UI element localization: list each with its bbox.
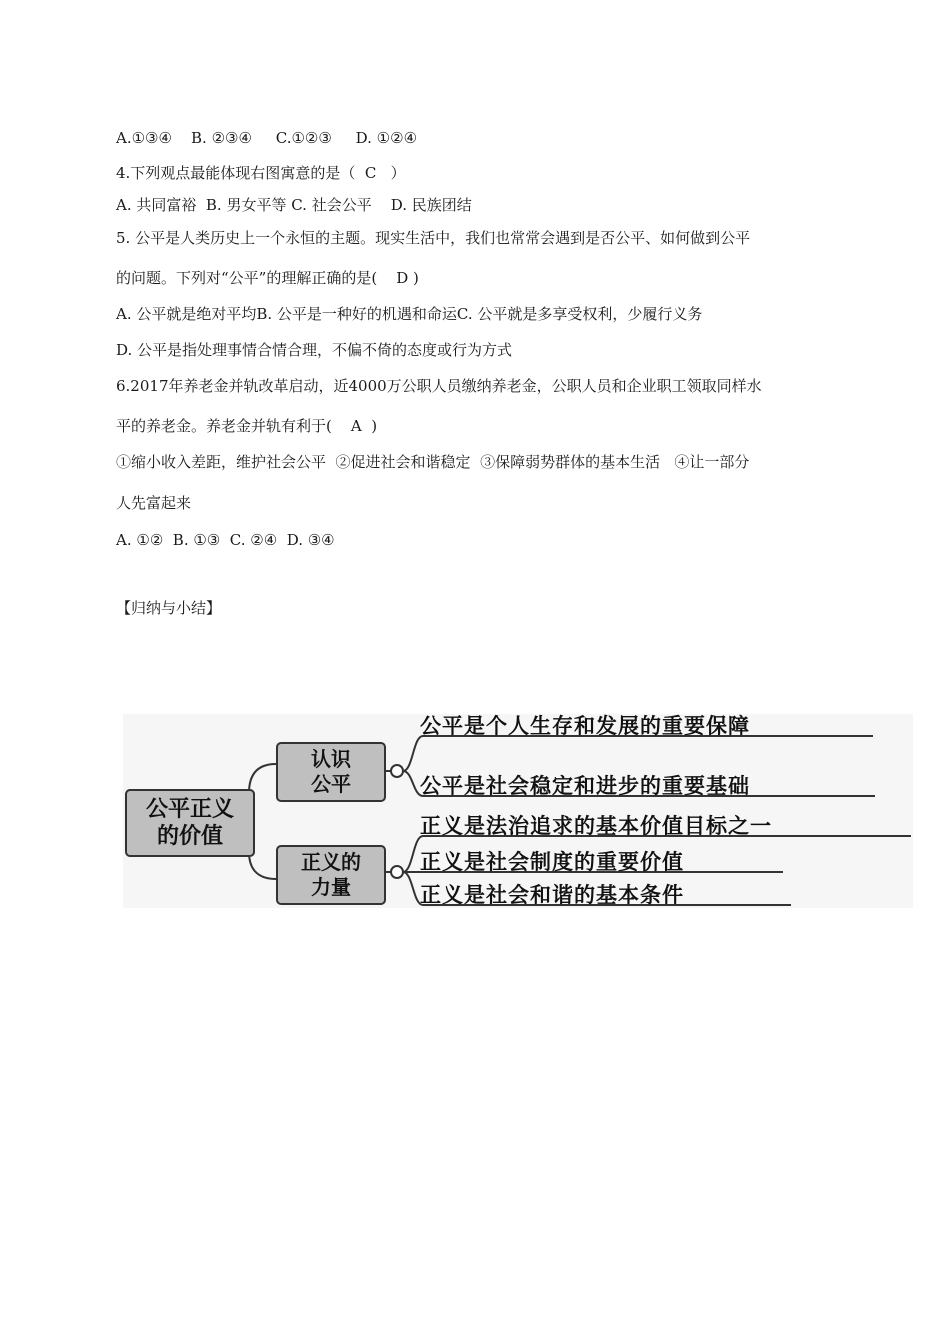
mindmap-root-line2: 的价值 <box>156 824 223 849</box>
q4-options: A. 共同富裕 B. 男女平等 C. 社会公平 D. 民族团结 <box>116 196 472 214</box>
mindmap-root-line1: 公平正义 <box>145 797 234 822</box>
q4-stem: 4.下列观点最能体现右图寓意的是（ C ） <box>116 164 406 182</box>
leaf-fairness-1: 公平是个人生存和发展的重要保障 <box>420 714 750 738</box>
leaf-justice-2: 正义是社会制度的重要价值 <box>420 850 684 874</box>
q5-stem-line1: 5. 公平是人类历史上一个永恒的主题。现实生活中，我们也常常会遇到是否公平、如何做到公平 <box>116 229 751 247</box>
q6-statements-line1: ①缩小收入差距，维护社会公平 ②促进社会和谐稳定 ③保障弱势群体的基本生活 ④让一部分 <box>116 453 750 471</box>
q6-statements-line2: 人先富起来 <box>116 494 192 512</box>
branch-fairness-line2: 公平 <box>311 772 351 796</box>
summary-heading: 【归纳与小结】 <box>116 599 222 617</box>
q6-stem-line2: 平的养老金。养老金并轨有利于( A ) <box>116 417 378 435</box>
leaf-justice-3: 正义是社会和谐的基本条件 <box>420 883 684 907</box>
branch-justice-line1: 正义的 <box>301 850 361 874</box>
q5-options-line2: D. 公平是指处理事情合情合理，不偏不倚的态度或行为方式 <box>116 341 513 359</box>
branch-justice-line2: 力量 <box>311 875 351 899</box>
q6-options: A. ①② B. ①③ C. ②④ D. ③④ <box>116 531 335 549</box>
branch-fairness-line1: 认识 <box>311 747 351 771</box>
mindmap-branch-justice <box>276 845 386 905</box>
leaf-justice-1: 正义是法治追求的基本价值目标之一 <box>420 814 772 838</box>
leaf-fairness-2: 公平是社会稳定和进步的重要基础 <box>420 774 750 798</box>
q5-stem-line2: 的问题。下列对“公平”的理解正确的是( D ) <box>116 269 419 287</box>
q6-stem-line1: 6.2017年养老金并轨改革启动，近4000万公职人员缴纳养老金，公职人员和企业职工领取同样水 <box>116 377 762 395</box>
mindmap-root <box>125 789 255 857</box>
mindmap <box>123 714 913 908</box>
q3-options: A.①③④ B. ②③④ C.①②③ D. ①②④ <box>116 129 418 147</box>
mindmap-branch-fairness <box>276 742 386 802</box>
q5-options-line1: A. 公平就是绝对平均B. 公平是一种好的机遇和命运C. 公平就是多享受权利，少履行义务 <box>116 305 703 323</box>
